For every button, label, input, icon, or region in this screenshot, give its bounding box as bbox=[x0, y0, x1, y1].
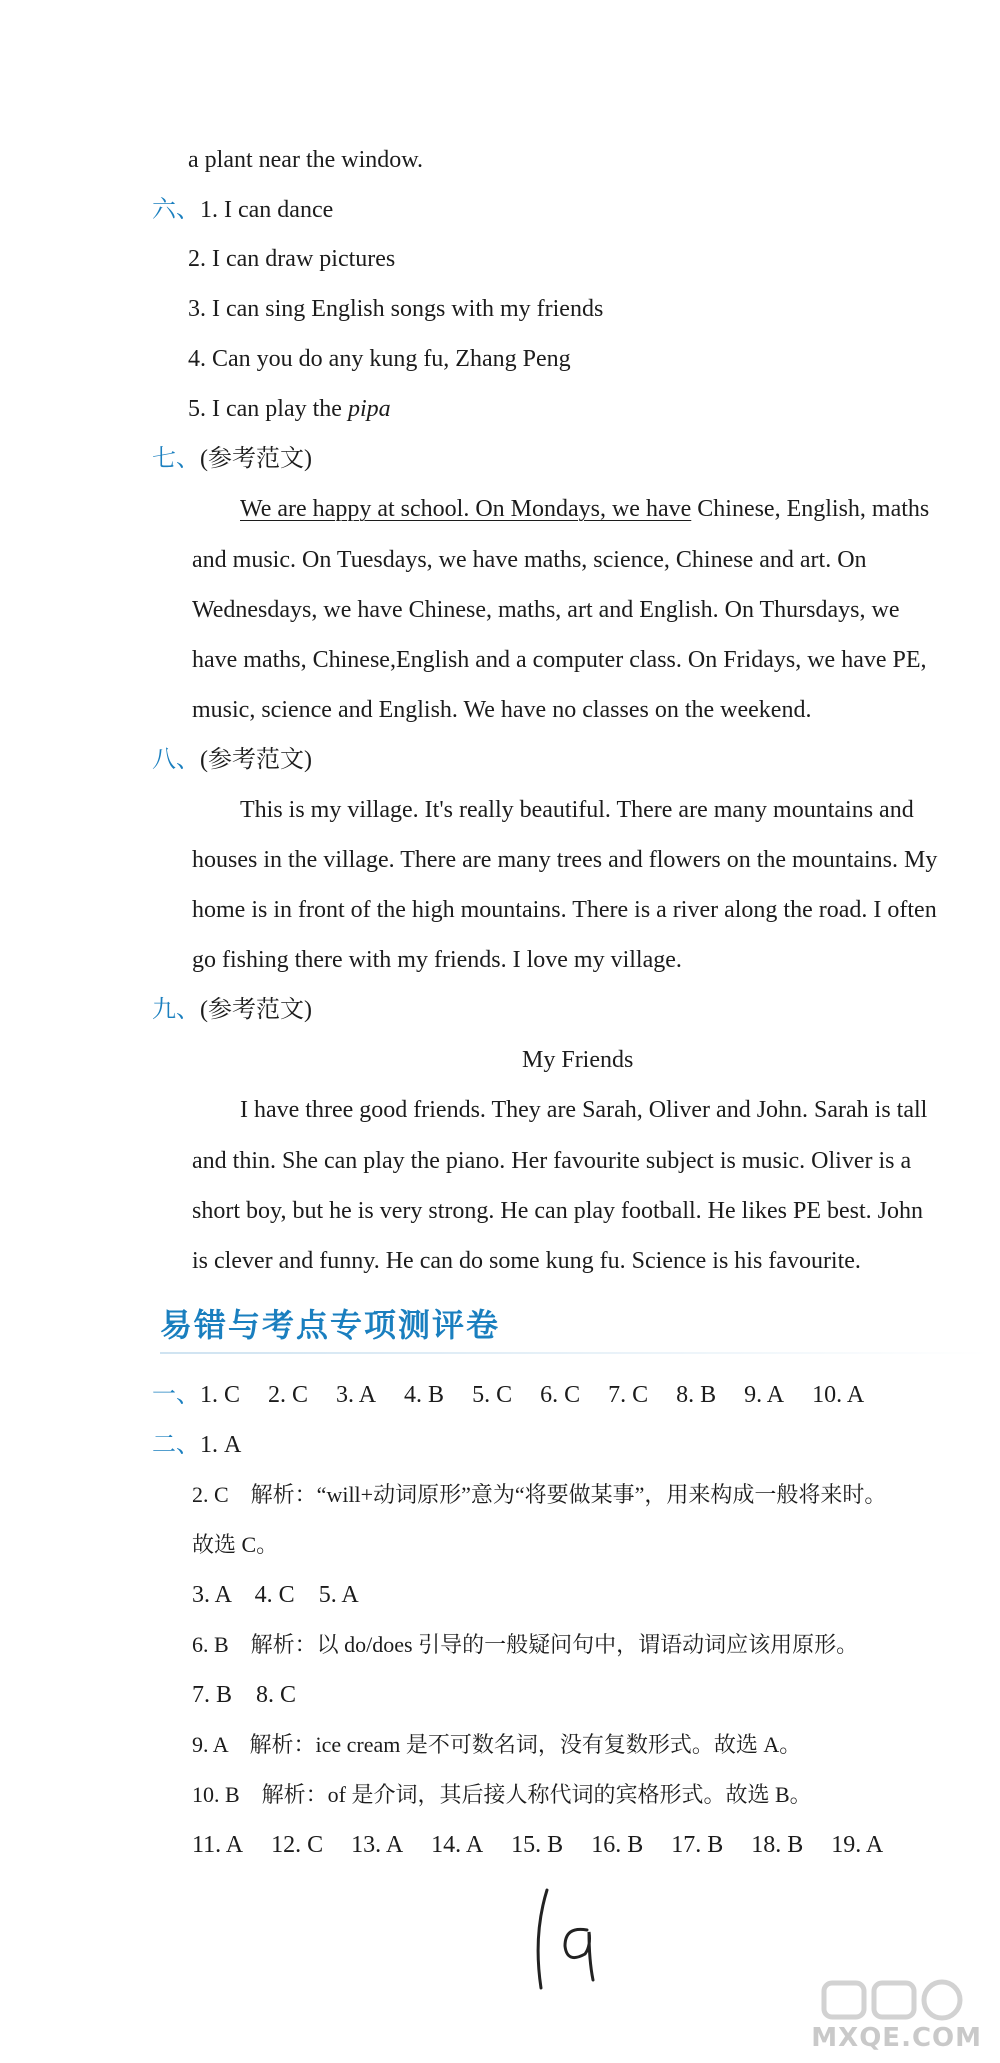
section6-item-text: 5. I can play the bbox=[188, 396, 348, 422]
answer: 13. A bbox=[351, 1832, 404, 1858]
watermark-logo bbox=[820, 1977, 970, 2023]
section5-tail: a plant near the window. bbox=[188, 147, 424, 173]
part2-answer-6: 6. B 解析：以 do/does 引导的一般疑问句中，谓语动词应该用原形。 bbox=[192, 1632, 859, 1657]
section8-label: (参考范文) bbox=[200, 747, 312, 773]
section9-header bbox=[152, 995, 312, 1025]
answer: 3. A bbox=[336, 1382, 377, 1408]
section9-title: My Friends bbox=[522, 1047, 634, 1073]
part2-answers-3-5: 3. A 4. C 5. A bbox=[192, 1582, 359, 1608]
section9-line-4: is clever and funny. He can do some kung fu. Science is his favourite. bbox=[192, 1248, 861, 1274]
section8-line-1: This is my village. It's really beautiful. There are many mountains and bbox=[240, 797, 914, 823]
part2-answer-2: 2. C 解析：“will+动词原形”意为“将要做某事”，用来构成一般将来时。 bbox=[192, 1482, 887, 1507]
part2-answers-7-8: 7. B 8. C bbox=[192, 1682, 297, 1708]
section6-item-1 bbox=[152, 195, 333, 225]
section7-line-4: have maths, Chinese,English and a computer class. On Fridays, we have PE, bbox=[192, 647, 927, 673]
answer: 16. B bbox=[591, 1832, 644, 1858]
answer: 7. C bbox=[608, 1382, 649, 1408]
part2-answer-2-cont: 故选 C。 bbox=[192, 1532, 279, 1557]
answer: 17. B bbox=[671, 1832, 724, 1858]
answer: 1. A bbox=[200, 1432, 242, 1458]
section7-line-1 bbox=[240, 494, 929, 524]
answer: 8. B bbox=[676, 1382, 717, 1408]
section7-line-5: music, science and English. We have no classes on the weekend. bbox=[192, 697, 812, 723]
section6-item-5 bbox=[188, 394, 391, 424]
section7-marker: 七、 bbox=[152, 446, 200, 472]
part2-answers-11-19 bbox=[192, 1830, 883, 1860]
test-paper-heading: 易错与考点专项测评卷 bbox=[160, 1306, 501, 1344]
part2-answer-10: 10. B 解析：of 是介词，其后接人称代词的宾格形式。故选 B。 bbox=[192, 1782, 812, 1807]
section9-line-3: short boy, but he is very strong. He can play football. He likes PE best. John bbox=[192, 1198, 923, 1224]
answer: 15. B bbox=[511, 1832, 564, 1858]
section6-item-4: 4. Can you do any kung fu, Zhang Peng bbox=[188, 346, 571, 372]
section7-line-3: Wednesdays, we have Chinese, maths, art and English. On Thursdays, we bbox=[192, 597, 900, 623]
answer: 1. C bbox=[200, 1382, 241, 1408]
heading-divider bbox=[160, 1352, 990, 1354]
section6-item-2: 2. I can draw pictures bbox=[188, 246, 396, 272]
answer: 4. B bbox=[404, 1382, 445, 1408]
section7-label: (参考范文) bbox=[200, 446, 312, 472]
watermark-text: MXQE.COM bbox=[811, 2023, 982, 2053]
section8-line-2: houses in the village. There are many trees and flowers on the mountains. My bbox=[192, 847, 938, 873]
section7-underlined: We are happy at school. On Mondays, we have bbox=[240, 496, 692, 522]
answer: 14. A bbox=[431, 1832, 484, 1858]
handwritten-page-mark bbox=[525, 1880, 615, 2000]
section9-line-1: I have three good friends. They are Sarah, Oliver and John. Sarah is tall bbox=[240, 1097, 928, 1123]
section7-header bbox=[152, 444, 312, 474]
part2-answer-1 bbox=[152, 1430, 241, 1460]
section7-line1-rest: Chinese, English, maths bbox=[691, 496, 930, 522]
section6-item-3: 3. I can sing English songs with my friends bbox=[188, 296, 604, 322]
pipa-italic: pipa bbox=[347, 396, 391, 422]
answer: 10. A bbox=[812, 1382, 865, 1408]
section9-label: (参考范文) bbox=[200, 997, 312, 1023]
answer: 12. C bbox=[271, 1832, 324, 1858]
answer: 19. A bbox=[831, 1832, 884, 1858]
section7-line-2: and music. On Tuesdays, we have maths, science, Chinese and art. On bbox=[192, 547, 867, 573]
section8-marker: 八、 bbox=[152, 747, 200, 773]
answer: 2. C bbox=[268, 1382, 309, 1408]
answer: 9. A bbox=[744, 1382, 785, 1408]
section6-item-text: 1. I can dance bbox=[200, 197, 334, 223]
section6-marker: 六、 bbox=[152, 197, 200, 223]
part1-marker: 一、 bbox=[152, 1382, 200, 1408]
section8-header bbox=[152, 745, 312, 775]
part2-marker: 二、 bbox=[152, 1432, 200, 1458]
answer: 5. C bbox=[472, 1382, 513, 1408]
part1-answers bbox=[152, 1380, 864, 1410]
answer: 18. B bbox=[751, 1832, 804, 1858]
answer: 6. C bbox=[540, 1382, 581, 1408]
section9-marker: 九、 bbox=[152, 997, 200, 1023]
part2-answer-9: 9. A 解析：ice cream 是不可数名词，没有复数形式。故选 A。 bbox=[192, 1732, 802, 1757]
section9-line-2: and thin. She can play the piano. Her favourite subject is music. Oliver is a bbox=[192, 1148, 912, 1174]
answer: 11. A bbox=[192, 1832, 244, 1858]
section8-line-3: home is in front of the high mountains. There is a river along the road. I often bbox=[192, 897, 937, 923]
section8-line-4: go fishing there with my friends. I love my village. bbox=[192, 947, 682, 973]
